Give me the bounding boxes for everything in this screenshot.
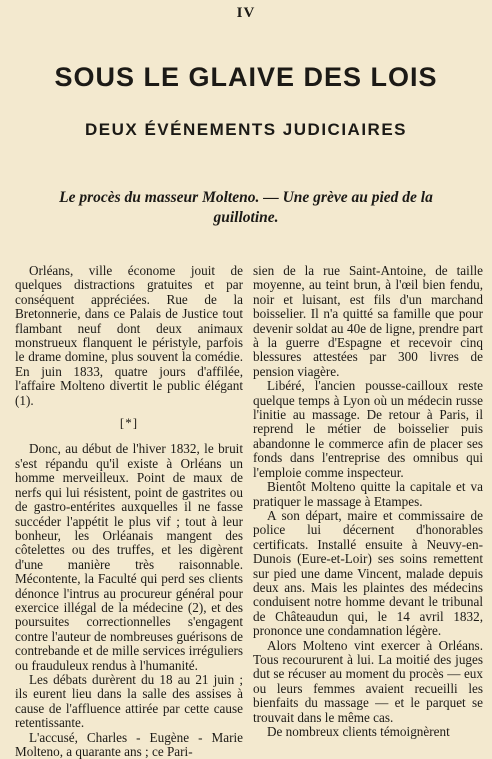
paragraph: A son départ, maire et commissaire de police lui décernent d'honorables certificats. Installé ensuite à Neuvy-en-Dunois (Eure-et-Loir) ses soins remettent sur pied une dame Vincent, malade depuis deux ans. Mais les plaintes des médecins conduisent notre homme devant le tribunal de Châteaudun qui, le 14 avril 1832, prononce une condamnation légère.: [253, 507, 483, 639]
left-column: [15, 264, 243, 759]
paragraph: Orléans, ville économe jouit de quelques distractions gratuites et par conséquent appréciées. Rue de la Bretonnerie, dans ce Palais de Justice tout flambant neuf dont deux animaux monstrueux flanquent le péristyle, parfois le drame domine, plus souvent la comédie. En juin 1833, quatre jours d'affilée, l'affaire Molteno divertit le public élégant (1).: [15, 263, 243, 408]
paragraph: Donc, au début de l'hiver 1832, le bruit s'est répandu qu'il existe à Orléans un homme merveilleux. Point de maux de nerfs qui lui résistent, point de gastrites ou de gastro-entérites auxquelles il ne fasse succéder l'appétit le plus vif ; tout à leur bonheur, les Orléanais mangent des côtelettes ou des truffes, et les digèrent d'une manière très raisonnable. Mécontente, la Faculté qui perd ses clients dénonce l'intrus au procureur général pour exercice illégal de la médecine (2), et des poursuites correctionnelles s'engagent contre l'auteur de nombreuses guérisons de contrebande et de mille services irréguliers ou frauduleux rendus à l'humanité.: [15, 441, 243, 673]
paragraph: L'accusé, Charles - Eugène - Marie Molteno, a quarante ans ; ce Pari-: [15, 729, 243, 759]
paragraph: Bientôt Molteno quitte la capitale et va pratiquer le massage à Etampes.: [253, 479, 483, 509]
chapter-number: IV: [236, 5, 256, 21]
paragraph: De nombreux clients témoignèrent: [267, 724, 450, 739]
paragraph: Alors Molteno vint exercer à Orléans. Tous recoururent à lui. La moitié des juges dut se récuser au moment du procès — eux ou leurs femmes avaient recueilli les bienfaits du massage — et le parquet se trouvait dans le même cas.: [253, 637, 483, 725]
chapter-summary: Le procès du masseur Molteno. — Une grève au pied de la guillotine.: [59, 189, 433, 226]
paragraph: Libéré, l'ancien pousse-cailloux reste quelque temps à Lyon où un médecin russe l'initie au massage. De retour à Paris, il reprend le métier de boisselier puis abandonne le commerce afin de placer ses fonds dans l'entreprise des omnibus qui l'emploie comme inspecteur.: [253, 378, 483, 480]
section-ornament: [*]: [119, 415, 139, 431]
paragraph: Les débats durèrent du 18 au 21 juin ; ils eurent lieu dans la salle des assises à cause de l'affluence attirée par cette cause retentissante.: [15, 671, 243, 731]
chapter-title: SOUS LE GLAIVE DES LOIS: [54, 62, 438, 92]
chapter-subtitle: DEUX ÉVÉNEMENTS JUDICIAIRES: [85, 120, 407, 139]
right-column: [253, 264, 483, 739]
paragraph: sien de la rue Saint-Antoine, de taille moyenne, au teint brun, à l'œil bien fendu, noir et luisant, est fils d'un marchand boisselier. Il n'a quitté sa famille que pour devenir soldat au 40e de ligne, prendre part à la guerre d'Espagne et recevoir cinq blessures attestées par 300 livres de pension viagère.: [253, 263, 483, 379]
